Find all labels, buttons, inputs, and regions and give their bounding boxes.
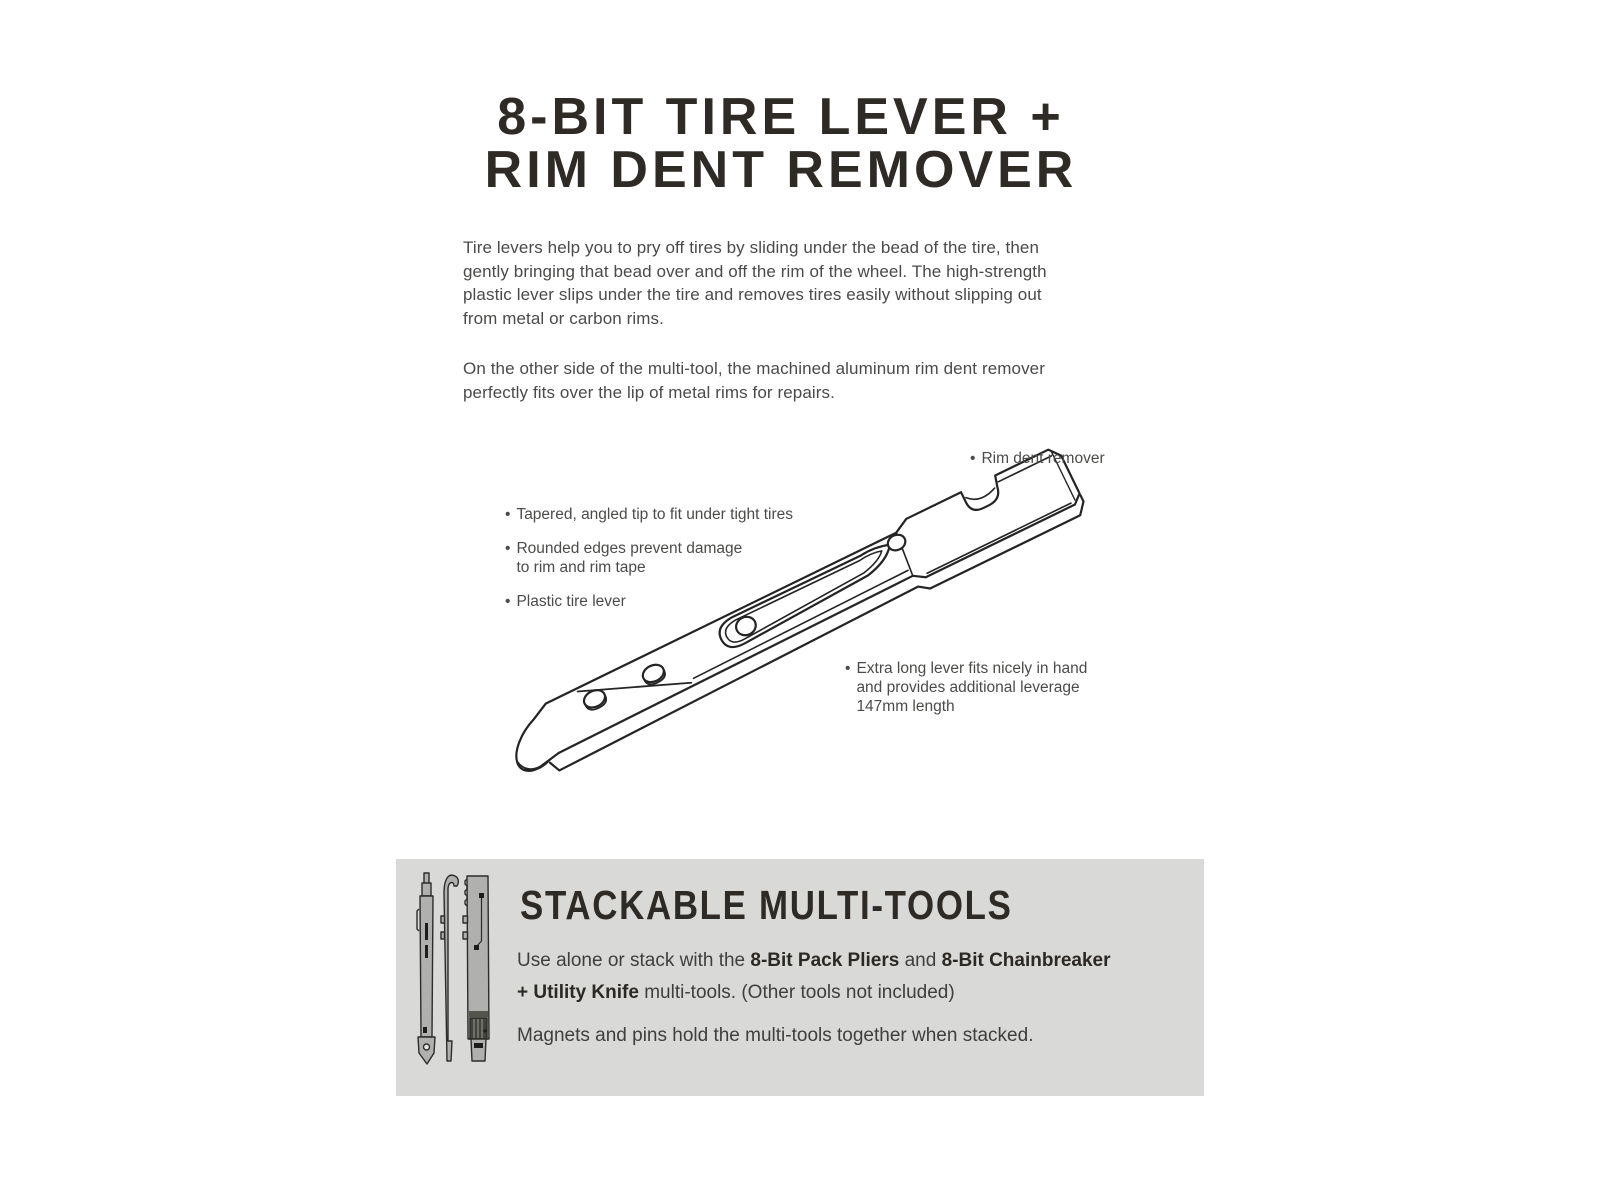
product-name-chainbreaker-knife: 8-Bit Chainbreaker + Utility Knife xyxy=(517,950,1111,1003)
callout-extra-long-lever xyxy=(845,659,1087,716)
callout-text: Extra long lever fits nicely in hand and provides additional leverage 147mm length xyxy=(856,660,1088,715)
usage-text: Use alone or stack with the xyxy=(517,950,751,971)
tire-lever-illustration xyxy=(480,440,1120,800)
usage-text: multi-tools. (Other tools not included) xyxy=(638,982,955,1003)
multi-tools-illustration xyxy=(413,871,495,1069)
magnet-note: Magnets and pins hold the multi-tools together when stacked. xyxy=(517,1025,1034,1046)
usage-text: and xyxy=(899,950,942,971)
page-title xyxy=(0,88,1562,199)
multi-tools-svg xyxy=(413,871,495,1069)
callout-tapered-tip xyxy=(505,505,793,524)
callout-rim-dent-remover xyxy=(970,449,1105,468)
intro-paragraph-1: Tire levers help you to pry off tires by sliding under the bead of the tire, then gently bringing that bead over and off the rim of the wheel. The high-strength plastic lever slips under the tire and removes tires easily without slipping out from metal or carbon rims. xyxy=(463,238,1047,328)
bullet-icon: • xyxy=(505,593,511,610)
stackable-heading-text: STACKABLE MULTI-TOOLS xyxy=(520,882,1013,928)
stackable-section xyxy=(396,859,1204,1096)
bullet-icon: • xyxy=(845,660,851,677)
page-title-line2: RIM DENT REMOVER xyxy=(484,141,1078,199)
callout-text: Rounded edges prevent damage to rim and rim tape xyxy=(516,540,743,576)
product-name-pack-pliers: 8-Bit Pack Pliers xyxy=(750,950,900,971)
intro-paragraph-2: On the other side of the multi-tool, the machined aluminum rim dent remover perfectly fits over the lip of metal rims for repairs. xyxy=(463,359,1045,402)
stackable-heading xyxy=(520,883,1100,927)
bullet-icon: • xyxy=(505,506,511,523)
callout-rounded-edges xyxy=(505,539,742,577)
bullet-icon: • xyxy=(505,540,511,557)
tire-lever-svg xyxy=(480,440,1120,800)
callout-text: Tapered, angled tip to fit under tight tires xyxy=(516,506,794,523)
bullet-icon: • xyxy=(970,450,976,467)
callout-text: Plastic tire lever xyxy=(516,593,626,610)
callout-plastic-tire-lever xyxy=(505,592,626,611)
page-title-line1: 8-BIT TIRE LEVER + xyxy=(497,88,1065,146)
usage-note xyxy=(517,945,1237,1009)
callout-text: Rim dent remover xyxy=(981,450,1105,467)
